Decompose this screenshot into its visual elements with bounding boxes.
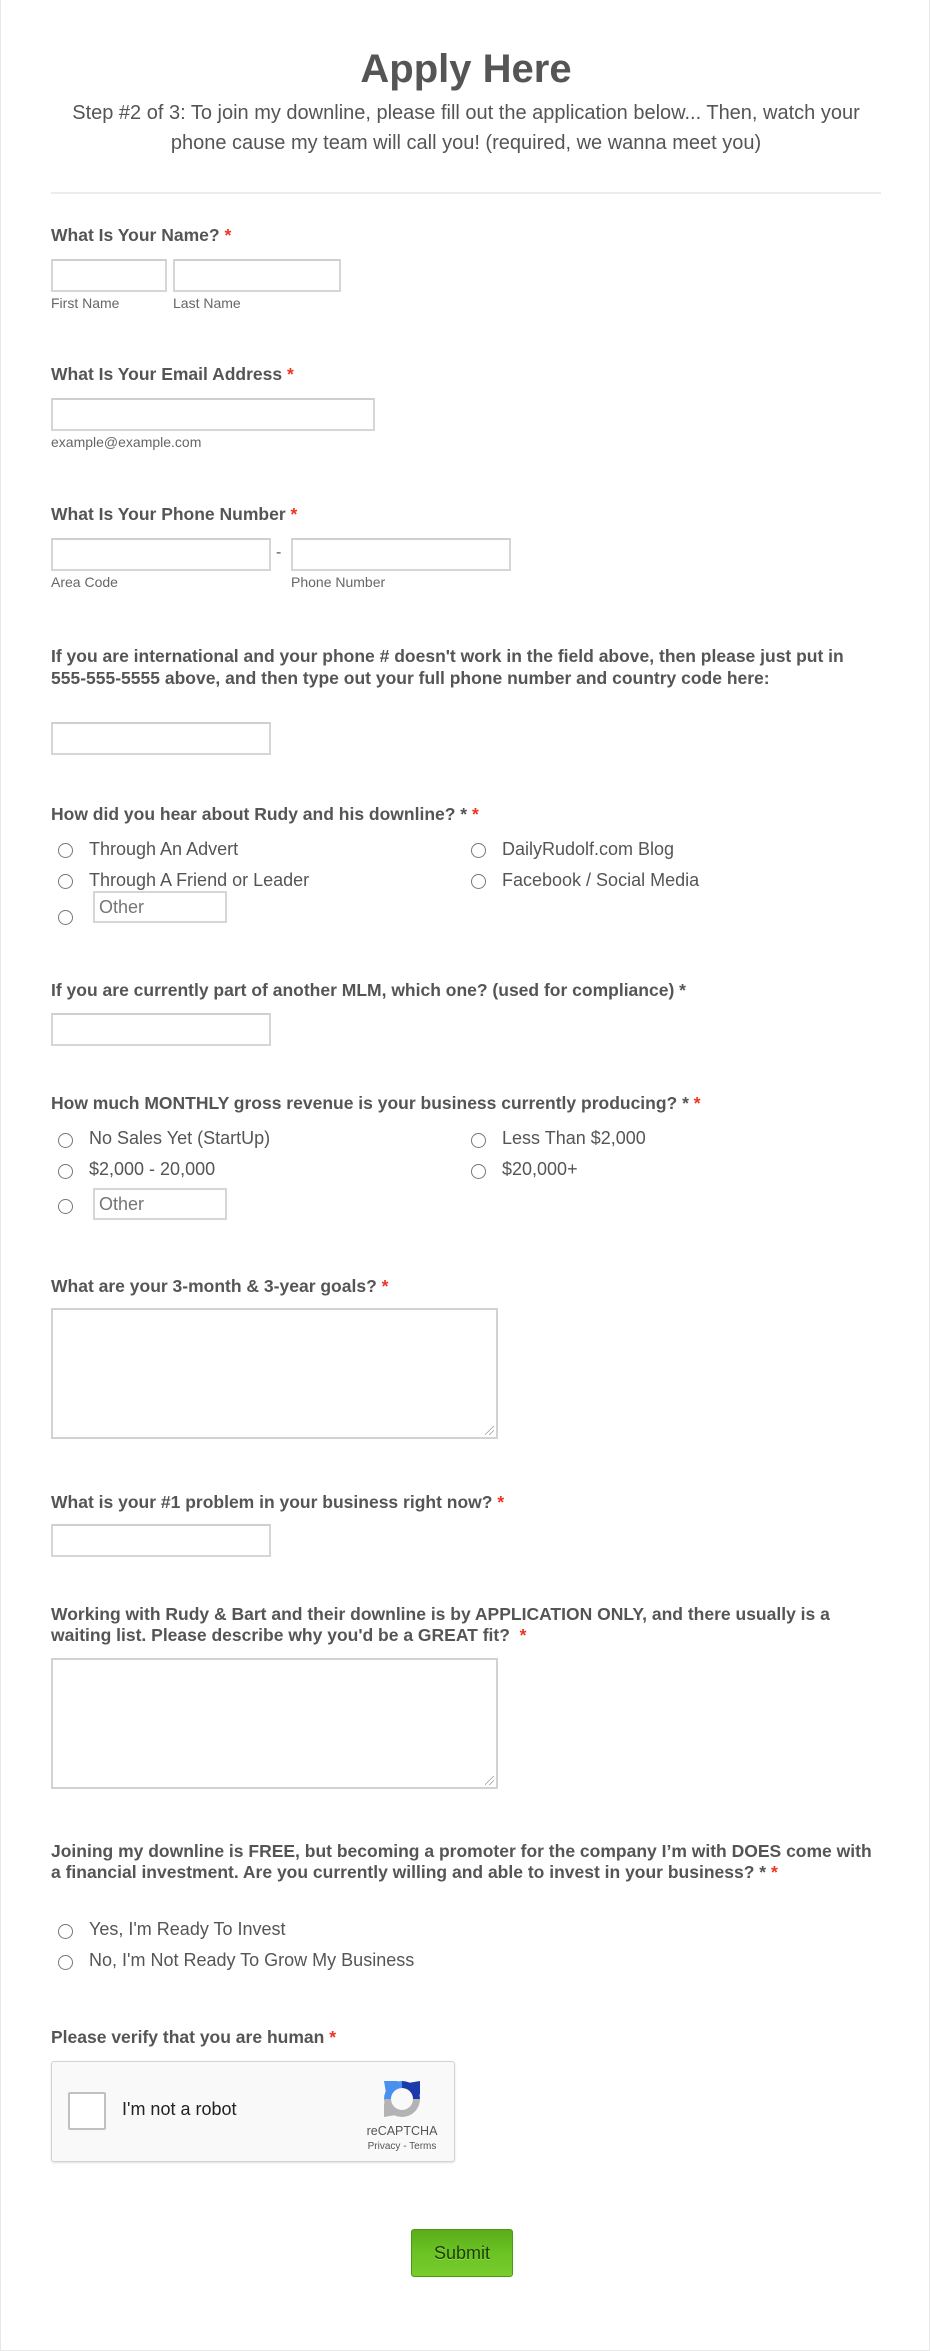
international-phone-input[interactable] <box>51 722 271 755</box>
header-divider <box>51 192 881 194</box>
other-mlm-label: If you are currently part of another MLM, which one? (used for compliance) * <box>51 980 686 1000</box>
option-label: Yes, I'm Ready To Invest <box>89 1919 286 1939</box>
resize-grip-icon[interactable] <box>485 1426 494 1435</box>
phone-number-input[interactable] <box>291 538 511 571</box>
radio-less-than-2000[interactable] <box>471 1133 486 1148</box>
last-name-sublabel: Last Name <box>173 295 241 311</box>
option-label: No, I'm Not Ready To Grow My Business <box>89 1950 415 1970</box>
problem-input[interactable] <box>51 1524 271 1557</box>
radio-not-ready[interactable] <box>58 1955 73 1970</box>
radio-20000-plus[interactable] <box>471 1164 486 1179</box>
form-subtitle: Step #2 of 3: To join my downline, please fill out the application below... Then, watch your phone cause my team will call you! (required, we wanna meet you) <box>72 102 860 154</box>
required-asterisk: * <box>290 504 298 524</box>
phone-separator: - <box>276 544 282 561</box>
option-label: Through An Advert <box>89 839 239 859</box>
email-sublabel: example@example.com <box>51 434 202 450</box>
captcha-label: Please verify that you are human * <box>51 2027 336 2047</box>
phone-label: What Is Your Phone Number * <box>51 504 298 524</box>
option-label: DailyRudolf.com Blog <box>502 839 675 859</box>
resize-grip-icon[interactable] <box>485 1776 494 1785</box>
phone-number-sublabel: Phone Number <box>291 574 386 590</box>
goals-label: What are your 3-month & 3-year goals? * <box>51 1276 389 1296</box>
option-label: No Sales Yet (StartUp) <box>89 1128 271 1148</box>
required-asterisk: * <box>224 225 232 245</box>
international-phone-label: If you are international and your phone # doesn't work in the field above, then please just put in 555-555-5555 above, and then type out your full phone number and country code here: <box>51 646 844 688</box>
option-label: $2,000 - 20,000 <box>89 1159 216 1179</box>
option-label: Through A Friend or Leader <box>89 870 310 890</box>
option-label: Facebook / Social Media <box>502 870 700 890</box>
submit-button[interactable]: Submit <box>411 2229 513 2277</box>
recaptcha-brand: reCAPTCHA <box>366 2124 438 2138</box>
area-code-input[interactable] <box>51 538 271 571</box>
radio-2000-20000[interactable] <box>58 1164 73 1179</box>
radio-through-an-advert[interactable] <box>58 843 73 858</box>
other-mlm-input[interactable] <box>51 1013 271 1046</box>
recaptcha-checkbox[interactable] <box>68 2092 106 2130</box>
last-name-input[interactable] <box>173 259 341 292</box>
heard-about-other-input[interactable] <box>93 891 227 923</box>
name-label: What Is Your Name? * <box>51 225 232 245</box>
radio-ready-to-invest[interactable] <box>58 1924 73 1939</box>
problem-label: What is your #1 problem in your business right now? * <box>51 1492 505 1512</box>
required-asterisk: * <box>381 1276 389 1296</box>
recaptcha-widget <box>51 2061 455 2162</box>
area-code-sublabel: Area Code <box>51 574 118 590</box>
revenue-other-input[interactable] <box>93 1188 227 1220</box>
required-asterisk: * <box>770 1862 778 1882</box>
great-fit-textarea[interactable] <box>51 1658 498 1789</box>
required-asterisk: * <box>693 1093 701 1113</box>
radio-facebook-social[interactable] <box>471 874 486 889</box>
revenue-label: How much MONTHLY gross revenue is your business currently producing? * * <box>51 1093 701 1113</box>
email-label: What Is Your Email Address * <box>51 364 294 384</box>
recaptcha-logo-icon <box>380 2077 424 2121</box>
first-name-input[interactable] <box>51 259 167 292</box>
recaptcha-checkbox-label: I'm not a robot <box>122 2099 237 2119</box>
first-name-sublabel: First Name <box>51 295 120 311</box>
form-title: Apply Here <box>360 47 572 91</box>
radio-other[interactable] <box>58 1199 73 1214</box>
required-asterisk: * <box>519 1625 527 1645</box>
great-fit-label: Working with Rudy & Bart and their downline is by APPLICATION ONLY, and there usually is a waiting list. Please describe why you'd be a GREAT fit? * <box>51 1604 835 1645</box>
required-asterisk: * <box>472 804 479 824</box>
radio-dailyrudolf-blog[interactable] <box>471 843 486 858</box>
heard-about-label: How did you hear about Rudy and his downline? * * <box>51 804 479 824</box>
recaptcha-privacy-terms-link[interactable]: Privacy - Terms <box>367 2141 437 2152</box>
email-input[interactable] <box>51 398 375 431</box>
radio-other[interactable] <box>58 910 73 925</box>
radio-no-sales-yet[interactable] <box>58 1133 73 1148</box>
required-asterisk: * <box>497 1492 505 1512</box>
required-asterisk: * <box>329 2027 336 2047</box>
required-asterisk: * <box>287 364 294 384</box>
option-label: Less Than $2,000 <box>502 1128 646 1148</box>
radio-through-a-friend[interactable] <box>58 874 73 889</box>
invest-label: Joining my downline is FREE, but becoming a promoter for the company I’m with DOES come with a financial investment. Are you currently willing and able to invest in your business? * * <box>51 1841 872 1882</box>
option-label: $20,000+ <box>502 1159 578 1179</box>
goals-textarea[interactable] <box>51 1308 498 1439</box>
